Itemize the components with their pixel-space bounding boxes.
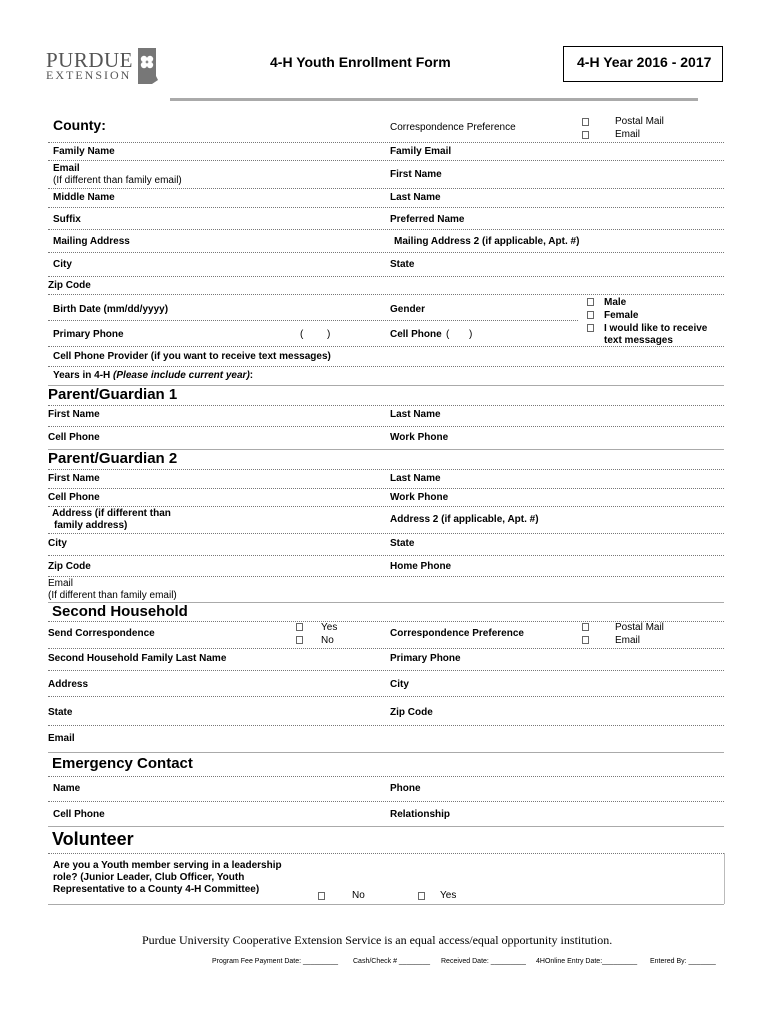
postal-mail-option: Postal Mail xyxy=(615,116,664,127)
emergency-phone-label: Phone xyxy=(390,783,421,794)
birth-date-label: Birth Date (mm/dd/yyyy) xyxy=(53,304,169,315)
cell-phone-paren-open: ( xyxy=(446,329,450,340)
parent2-first-name-label: First Name xyxy=(48,473,100,484)
cell-phone-label: Cell Phone xyxy=(390,329,442,340)
divider xyxy=(48,469,724,470)
divider xyxy=(48,346,724,347)
mailing-address-label: Mailing Address xyxy=(53,236,130,247)
sh-email-checkbox[interactable] xyxy=(582,636,589,644)
divider xyxy=(48,576,724,577)
corr-pref-label: Correspondence Preference xyxy=(390,122,516,133)
volunteer-question-line2: role? (Junior Leader, Club Officer, Youth xyxy=(53,872,245,883)
first-name-label: First Name xyxy=(390,169,442,180)
parent2-home-phone-label: Home Phone xyxy=(390,561,452,572)
email-option: Email xyxy=(615,129,641,140)
yes-option: Yes xyxy=(321,622,338,633)
parent1-last-name-label: Last Name xyxy=(390,409,441,420)
divider xyxy=(48,294,724,295)
emergency-relationship-label: Relationship xyxy=(390,809,451,820)
volunteer-yes-checkbox[interactable] xyxy=(418,892,425,900)
no-checkbox[interactable] xyxy=(296,636,303,644)
state-label: State xyxy=(390,259,415,270)
volunteer-heading: Volunteer xyxy=(52,829,134,849)
years-in-4h-label xyxy=(53,370,253,381)
divider xyxy=(48,533,724,534)
email-checkbox[interactable] xyxy=(582,131,589,139)
divider xyxy=(48,188,724,189)
parent2-address-label-2: family address) xyxy=(54,520,128,531)
volunteer-right-border xyxy=(724,853,725,904)
divider xyxy=(48,776,724,777)
years-colon: : xyxy=(249,370,254,381)
divider xyxy=(48,801,724,802)
header-rule xyxy=(170,98,698,101)
volunteer-no-option: No xyxy=(352,890,365,901)
footer-cash-check: Cash/Check # ________ xyxy=(353,958,431,965)
divider xyxy=(48,506,724,507)
sh-postal-mail-option: Postal Mail xyxy=(615,622,664,633)
second-household-heading: Second Household xyxy=(52,603,188,620)
divider xyxy=(48,696,724,697)
parent2-cell-phone-label: Cell Phone xyxy=(48,492,100,503)
parent1-work-phone-label: Work Phone xyxy=(390,432,449,443)
divider xyxy=(48,252,724,253)
sh-email-label: Email xyxy=(48,733,75,744)
years-note: (Please include current year) xyxy=(113,370,250,381)
divider xyxy=(48,555,724,556)
divider xyxy=(48,488,724,489)
cell-phone-paren-close: ) xyxy=(469,329,473,340)
sh-zip-label: Zip Code xyxy=(390,707,433,718)
primary-phone-label: Primary Phone xyxy=(53,329,124,340)
footer-received-date: Received Date: _________ xyxy=(441,958,526,965)
parent2-work-phone-label: Work Phone xyxy=(390,492,449,503)
volunteer-question-line3: Representative to a County 4-H Committee) xyxy=(53,884,260,895)
sh-state-label: State xyxy=(48,707,73,718)
sh-city-label: City xyxy=(390,679,409,690)
form-title: 4-H Youth Enrollment Form xyxy=(270,54,451,70)
divider xyxy=(48,229,724,230)
volunteer-no-checkbox[interactable] xyxy=(318,892,325,900)
parent2-email-note: (If different than family email) xyxy=(48,590,177,601)
divider xyxy=(48,725,724,726)
parent2-heading: Parent/Guardian 2 xyxy=(48,450,178,467)
county-label: County: xyxy=(53,117,106,133)
male-checkbox[interactable] xyxy=(587,298,594,306)
divider xyxy=(48,160,724,161)
purdue-logo xyxy=(46,48,166,88)
female-option: Female xyxy=(604,310,639,321)
postal-mail-checkbox[interactable] xyxy=(582,118,589,126)
text-messages-option-line2: text messages xyxy=(604,335,673,346)
parent1-cell-phone-label: Cell Phone xyxy=(48,432,100,443)
divider xyxy=(48,276,724,277)
divider xyxy=(48,426,724,427)
female-checkbox[interactable] xyxy=(587,311,594,319)
logo-text: PURDUE xyxy=(46,48,134,72)
email-note: (If different than family email) xyxy=(53,175,182,186)
divider xyxy=(48,826,724,827)
text-messages-checkbox[interactable] xyxy=(587,324,594,332)
parent1-heading: Parent/Guardian 1 xyxy=(48,386,178,403)
divider xyxy=(48,648,724,649)
last-name-label: Last Name xyxy=(390,192,441,203)
city-label: City xyxy=(53,259,72,270)
parent2-zip-label: Zip Code xyxy=(48,561,91,572)
footer-online-entry: 4HOnline Entry Date:_________ xyxy=(536,958,638,965)
divider xyxy=(48,405,724,406)
parent2-city-label: City xyxy=(48,538,67,549)
divider xyxy=(48,670,724,671)
primary-phone-paren-open: ( xyxy=(300,329,304,340)
divider xyxy=(48,142,724,143)
email-label: Email xyxy=(53,163,80,174)
primary-phone-paren-close: ) xyxy=(327,329,331,340)
sh-address-label: Address xyxy=(48,679,89,690)
family-email-label: Family Email xyxy=(390,146,452,157)
years-label-text: Years in 4-H xyxy=(53,370,111,381)
divider xyxy=(48,207,724,208)
no-option: No xyxy=(321,635,334,646)
emergency-name-label: Name xyxy=(53,783,81,794)
parent2-address2-label: Address 2 (if applicable, Apt. #) xyxy=(390,514,539,525)
sh-postal-mail-checkbox[interactable] xyxy=(582,623,589,631)
sh-family-last-name-label: Second Household Family Last Name xyxy=(48,653,227,664)
year-text: 4-H Year 2016 - 2017 xyxy=(577,54,712,70)
divider xyxy=(48,904,724,905)
footer-entered-by: Entered By: _______ xyxy=(650,958,716,965)
male-option: Male xyxy=(604,297,627,308)
text-messages-option-line1: I would like to receive xyxy=(604,323,708,334)
mailing-address2-label: Mailing Address 2 (if applicable, Apt. #) xyxy=(394,236,580,247)
divider xyxy=(48,320,578,321)
indiana-clover-icon xyxy=(132,46,162,86)
parent2-last-name-label: Last Name xyxy=(390,473,441,484)
sh-corr-pref-label: Correspondence Preference xyxy=(390,628,524,639)
parent2-state-label: State xyxy=(390,538,415,549)
divider xyxy=(48,752,724,753)
sh-primary-phone-label: Primary Phone xyxy=(390,653,461,664)
family-name-label: Family Name xyxy=(53,146,115,157)
footer-fee-date: Program Fee Payment Date: _________ xyxy=(212,958,339,965)
equal-opportunity-statement: Purdue University Cooperative Extension Service is an equal access/equal opportunity institution. xyxy=(142,933,613,947)
logo-subtext: EXTENSION xyxy=(46,68,132,82)
volunteer-yes-option: Yes xyxy=(440,890,457,901)
yes-checkbox[interactable] xyxy=(296,623,303,631)
parent1-first-name-label: First Name xyxy=(48,409,100,420)
send-correspondence-label: Send Correspondence xyxy=(48,628,155,639)
divider xyxy=(48,366,724,367)
sh-email-option: Email xyxy=(615,635,641,646)
parent2-address-label-1: Address (if different than xyxy=(52,508,171,519)
preferred-name-label: Preferred Name xyxy=(390,214,465,225)
zip-label: Zip Code xyxy=(48,280,91,291)
emergency-cell-phone-label: Cell Phone xyxy=(53,809,105,820)
cell-provider-label: Cell Phone Provider (if you want to receive text messages) xyxy=(53,351,331,362)
middle-name-label: Middle Name xyxy=(53,192,115,203)
volunteer-question-line1: Are you a Youth member serving in a leadership xyxy=(53,860,282,871)
divider xyxy=(48,853,724,854)
parent2-email-label: Email xyxy=(48,578,74,589)
gender-label: Gender xyxy=(390,304,426,315)
suffix-label: Suffix xyxy=(53,214,81,225)
emergency-heading: Emergency Contact xyxy=(52,755,193,772)
